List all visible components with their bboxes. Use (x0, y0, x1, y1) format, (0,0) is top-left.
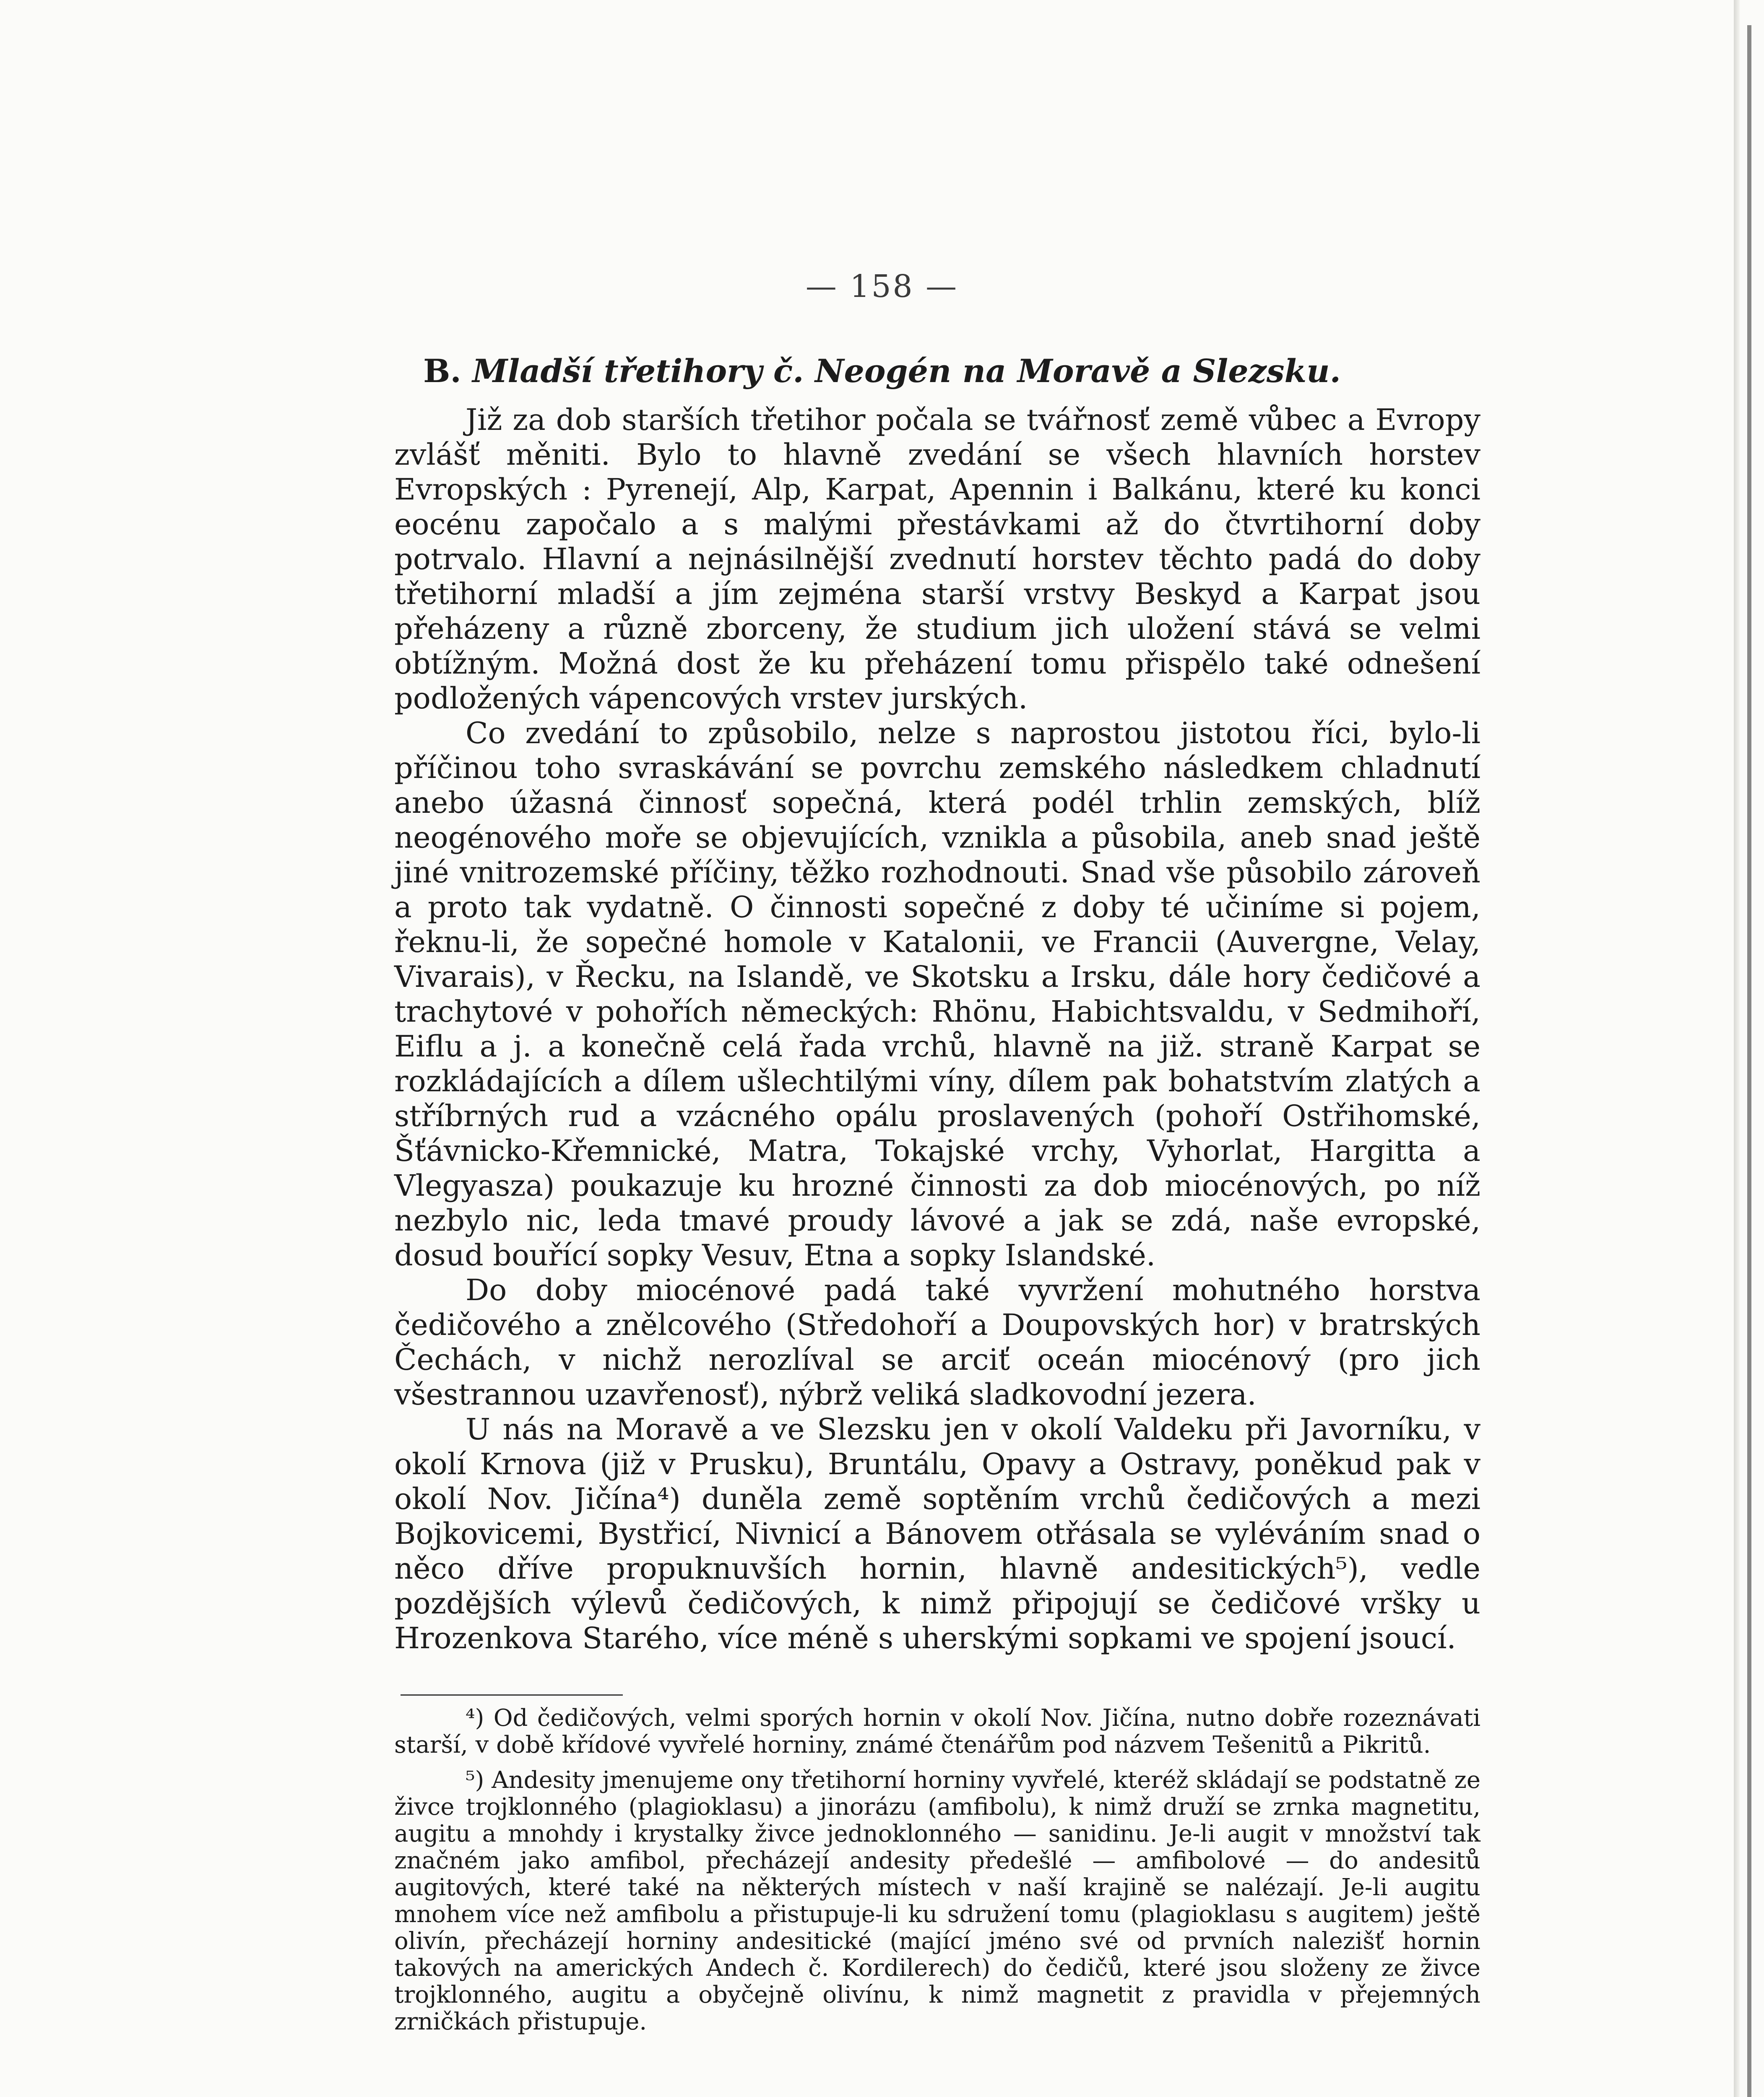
footnotes (394, 1705, 1480, 2035)
section-heading (0, 352, 1764, 390)
section-title: Mladší třetihory č. Neogén na Moravě a Slezsku. (472, 352, 1341, 390)
footnote-5: ⁵) Andesity jmenujeme ony třetihorní horniny vyvřelé, kteréž skládají se podstatně ze živce trojklonného (plagioklasu) a jinorázu (amfibolu), k nimž druží se zrnka magnetitu, augitu a mnohdy i krystalky živce jednoklonného — sanidinu. Je-li augit v množství tak značném jako amfibol, přecházejí andesity předešlé — amfibolové — do andesitů augitových, které také na některých místech v naší krajině se nalézají. Je-li augitu mnohem více než amfibolu a přistupuje-li ku sdružení tomu (plagioklasu s augitem) ještě olivín, přecházejí horniny andesitické (mající jméno své od prvních nalezišť hornin takových na amerických Andech č. Kordilerech) do čedičů, které jsou složeny ze živce trojklonného, augitu a obyčejně olivínu, k nimž magnetit z pravidla v přejemných zrničkách přistupuje. (394, 1767, 1480, 2035)
page-edge (1734, 0, 1740, 2097)
footnote-4: ⁴) Od čedičových, velmi sporých hornin v okolí Nov. Jičína, nutno dobře rozeznávati starší, v době křídové vyvřelé horniny, známé čtenářům pod názvem Tešenitů a Pikritů. (394, 1704, 1480, 1759)
footnote-divider (401, 1694, 623, 1696)
paragraph-1: Již za dob starších třetihor počala se tvářnosť země vůbec a Evropy zvlášť měniti. Bylo to hlavně zvedání se všech hlavních horstev Evropských : Pyrenejí, Alp, Karpat, Apennin i Balkánu, které ku konci eocénu započalo a s malými přestávkami až do čtvrtihorní doby potrvalo. Hlavní a nejnásilnější zvednutí horstev těchto padá do doby třetihorní mladší a jím zejména starší vrstvy Beskyd a Karpat jsou přeházeny a různě zborceny, že studium jich uložení stává se velmi obtížným. Možná dost že ku přeházení tomu přispělo také odnešení podložených vápencových vrstev jurských. (394, 403, 1480, 715)
body-text (394, 403, 1480, 1656)
paragraph-4: U nás na Moravě a ve Slezsku jen v okolí Valdeku při Javorníku, v okolí Krnova (již v Prusku), Bruntálu, Opavy a Ostravy, poněkud pak v okolí Nov. Jičína⁴) duněla země soptěním vrchů čedičových a mezi Bojkovicemi, Bystřicí, Nivnicí a Bánovem otřásala se vyléváním snad o něco dříve propuknuvších hornin, hlavně andesitických⁵), vedle pozdějších výlevů čedičových, k nimž připojují se čedičové vršky u Hrozenkova Starého, více méně s uherskými sopkami ve spojení jsoucí. (394, 1412, 1480, 1655)
paragraph-2: Co zvedání to způsobilo, nelze s naprostou jistotou říci, bylo-li příčinou toho svraskávání se povrchu zemského následkem chladnutí anebo úžasná činnosť sopečná, která podél trhlin zemských, blíž neogénového moře se objevujících, vznikla a působila, aneb snad ještě jiné vnitrozemské příčiny, těžko rozhodnouti. Snad vše působilo zároveň a proto tak vydatně. O činnosti sopečné z doby té učiníme si pojem, řeknu-li, že sopečné homole v Katalonii, ve Francii (Auvergne, Velay, Vivarais), v Řecku, na Islandě, ve Skotsku a Irsku, dále hory čedičové a trachytové v pohořích německých: Rhönu, Habichtsvaldu, v Sedmihoří, Eiflu a j. a konečně celá řada vrchů, hlavně na již. straně Karpat se rozkládajících a dílem ušlechtilými víny, dílem pak bohatstvím zlatých a stříbrných rud a vzácného opálu proslavených (pohoří Ostřihomské, Šťávnicko-Křemnické, Matra, Tokajské vrchy, Vyhorlat, Hargitta a Vlegyasza) poukazuje ku hrozné činnosti za dob miocénových, po níž nezbylo nic, leda tmavé proudy lávové a jak se zdá, naše evropské, dosud bouřící sopky Vesuv, Etna a sopky Islandské. (394, 716, 1480, 1272)
paragraph-3: Do doby miocénové padá také vyvržení mohutného horstva čedičového a znělcového (Středohoří a Doupovských hor) v bratrských Čechách, v nichž nerozlíval se arciť oceán miocénový (pro jich všestrannou uzavřenosť), nýbrž veliká sladkovodní jezera. (394, 1273, 1480, 1412)
scan-shadow (1747, 25, 1751, 2097)
page-number: — 158 — (805, 268, 959, 304)
section-label: B. (423, 352, 461, 390)
